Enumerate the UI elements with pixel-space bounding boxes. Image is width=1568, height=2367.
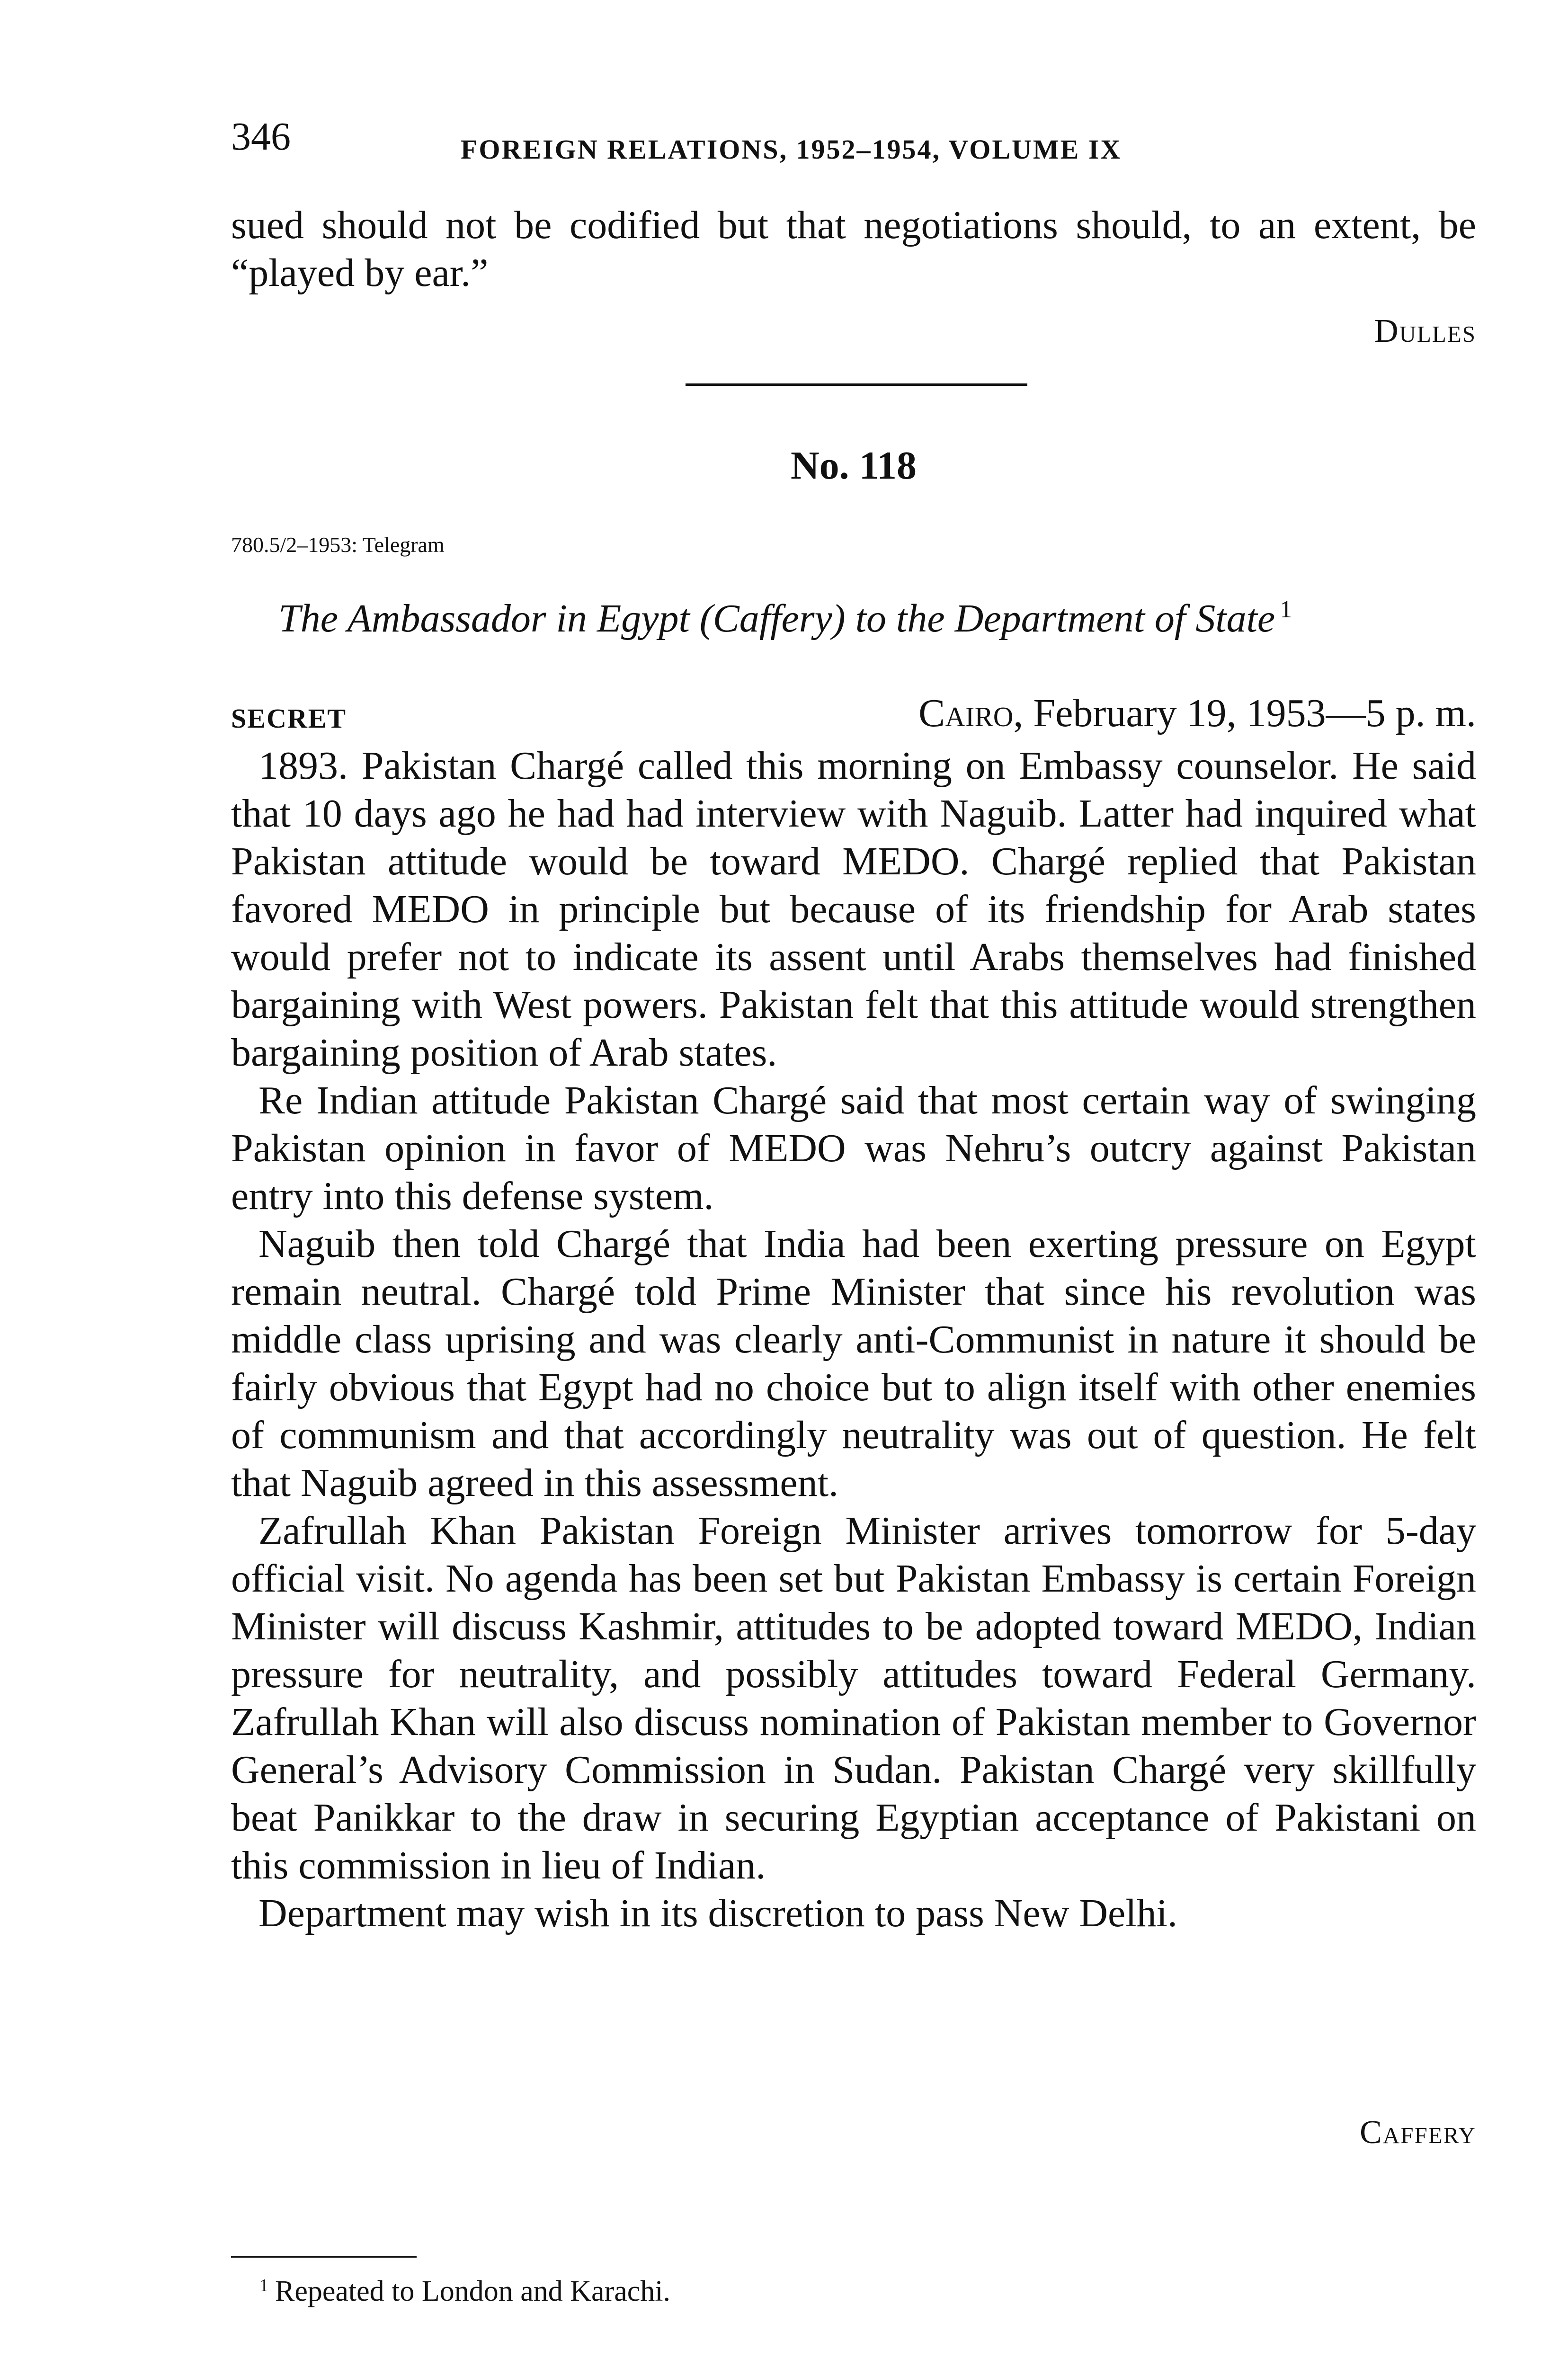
body-paragraph: Department may wish in its discretion to pass New Delhi. [258, 1891, 1177, 1935]
footnote-number: 1 [259, 2276, 268, 2296]
classification-line [231, 690, 1476, 742]
body-paragraph: Re Indian attitude Pakistan Chargé said that most certain way of swinging Pakistan opinion in favor of MEDO was Nehru’s outcry against Pakistan entry into this defense system. [231, 1078, 1476, 1218]
dateline-date: February 19, 1953—5 p. m. [1033, 691, 1476, 735]
page-number: 346 [231, 115, 291, 159]
running-head [231, 114, 1476, 170]
file-reference: 780.5/2–1953: Telegram [231, 533, 445, 557]
section-divider [686, 383, 1027, 386]
dateline [918, 690, 1476, 736]
classification-label: SECRET [231, 703, 347, 734]
body-paragraph: 1893. Pakistan Chargé called this morning on Embassy counselor. He said that 10 days ago he had had interview with Naguib. Latter had inquired what Pakistan attitude would be toward MEDO. Chargé replied that Pakistan favored MEDO in principle but because of its friendship for Arab states would prefer not to indicate its assent until Arabs themselves had finished bargaining with West powers. Pakistan felt that this attitude would strengthen bargaining position of Arab states. [231, 744, 1476, 1075]
footnote-text: Repeated to London and Karachi. [275, 2275, 670, 2307]
footnote [259, 2275, 670, 2308]
telegram-body [231, 742, 1476, 1937]
document-signature: Caffery [1360, 2114, 1476, 2151]
document-heading-text: The Ambassador in Egypt (Caffery) to the Department of State [278, 596, 1275, 641]
previous-document-signature: Dulles [1374, 313, 1476, 349]
running-title: FOREIGN RELATIONS, 1952–1954, VOLUME IX [461, 134, 1122, 165]
body-paragraph: Zafrullah Khan Pakistan Foreign Minister arrives tomorrow for 5-day official visit. No agenda has been set but Pakistan Embassy is certain Foreign Minister will discuss Kashmir, attitudes to be adopted toward MEDO, Indian pressure for neutrality, and possibly attitudes toward Federal Germany. Zafrullah Khan will also discuss nomination of Pakistan member to Governor General’s Advisory Commission in Sudan. Pakistan Chargé very skillfully beat Panikkar to the draw in securing Egyptian acceptance of Pakistani on this commission in lieu of Indian. [231, 1509, 1476, 1887]
footnote-divider [231, 2256, 417, 2258]
dateline-place: Cairo, [918, 691, 1024, 735]
footnote-marker[interactable]: 1 [1280, 596, 1292, 623]
body-paragraph: Naguib then told Chargé that India had been exerting pressure on Egypt remain neutral. Chargé told Prime Minister that since his revolution was middle class uprising and was clearly anti-Communist in nature it should be fairly obvious that Egypt had no choice but to align itself with other enemies of communism and that accordingly neutrality was out of question. He felt that Naguib agreed in this assessment. [231, 1222, 1476, 1505]
carry-over-paragraph: sued should not be codified but that negotiations should, to an extent, be “played by ear.” [231, 203, 1476, 295]
document-number: No. 118 [790, 444, 917, 488]
document-heading [278, 596, 1476, 641]
